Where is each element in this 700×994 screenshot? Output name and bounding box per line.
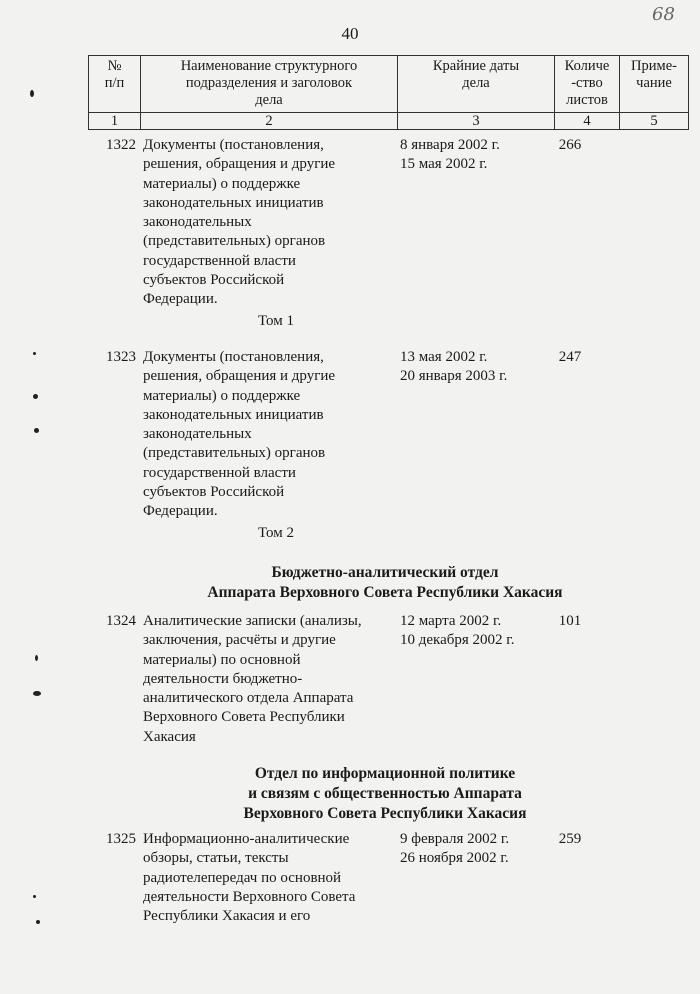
record-dates: 12 марта 2002 г. 10 декабря 2002 г. <box>400 613 515 649</box>
record-dates: 13 мая 2002 г. 20 января 2003 г. <box>400 349 508 385</box>
col-number-header: № п/п <box>89 56 141 113</box>
scan-speck <box>33 691 41 696</box>
record-title: Документы (постановления, решения, обращения и другие материалы) о поддержке законодательных инициатив законодательных (представительных) органов государственной власти субъектов Российской Федерации. <box>143 349 336 520</box>
record-number: 1323 <box>106 349 136 365</box>
section-heading: Бюджетно-аналитический отдел Аппарата Верховного Совета Республики Хакасия <box>207 564 563 601</box>
col-index: 2 <box>141 113 398 130</box>
scan-speck <box>36 920 40 924</box>
col-index: 5 <box>620 113 689 130</box>
inventory-table-header <box>88 55 689 130</box>
col-name-header: Наименование структурного подразделения и заголовок дела <box>141 56 398 113</box>
record-number: 1325 <box>106 831 136 847</box>
scan-speck <box>30 90 34 97</box>
record-dates: 8 января 2002 г. 15 мая 2002 г. <box>400 137 500 173</box>
col-dates-header: Крайние даты дела <box>398 56 555 113</box>
archive-sheet-mark: 68 <box>652 4 675 25</box>
scan-speck <box>33 895 36 898</box>
record-title: Информационно-аналитические обзоры, статьи, тексты радиотелепередач по основной деятельности Верховного Совета Республики Хакасия и его <box>143 831 356 925</box>
col-count-header: Количе -ство листов <box>555 56 620 113</box>
scan-speck <box>34 428 39 433</box>
table-row <box>88 136 648 336</box>
col-note-header: Приме- чание <box>620 56 689 113</box>
record-sheets: 266 <box>558 137 582 153</box>
record-sheets: 247 <box>558 349 582 365</box>
record-sheets: 259 <box>558 831 582 847</box>
record-volume: Том 2 <box>258 525 294 541</box>
scan-speck <box>33 394 38 399</box>
table-row <box>88 612 648 752</box>
page-number: 40 <box>341 24 359 43</box>
record-sheets: 101 <box>558 613 582 629</box>
record-number: 1322 <box>106 137 136 153</box>
record-title: Документы (постановления, решения, обращения и другие материалы) о поддержке законодательных инициатив законодательных (представительных) органов государственной власти субъектов Российской Федерации. <box>143 137 336 308</box>
record-dates: 9 февраля 2002 г. 26 ноября 2002 г. <box>400 831 510 867</box>
scan-speck <box>33 352 36 355</box>
record-volume: Том 1 <box>258 313 294 329</box>
section-heading: Отдел по информационной политике и связям с общественностью Аппарата Верховного Совета Республики Хакасия <box>243 765 527 822</box>
scan-speck <box>35 655 38 661</box>
col-index: 4 <box>555 113 620 130</box>
col-index: 1 <box>89 113 141 130</box>
record-number: 1324 <box>106 613 136 629</box>
record-title: Аналитические записки (анализы, заключения, расчёты и другие материалы) по основной деятельности бюджетно- аналитического отдела Аппарата Верховного Совета Республики Хакасия <box>143 613 362 745</box>
table-row <box>88 348 648 548</box>
col-index: 3 <box>398 113 555 130</box>
table-row <box>88 830 648 930</box>
